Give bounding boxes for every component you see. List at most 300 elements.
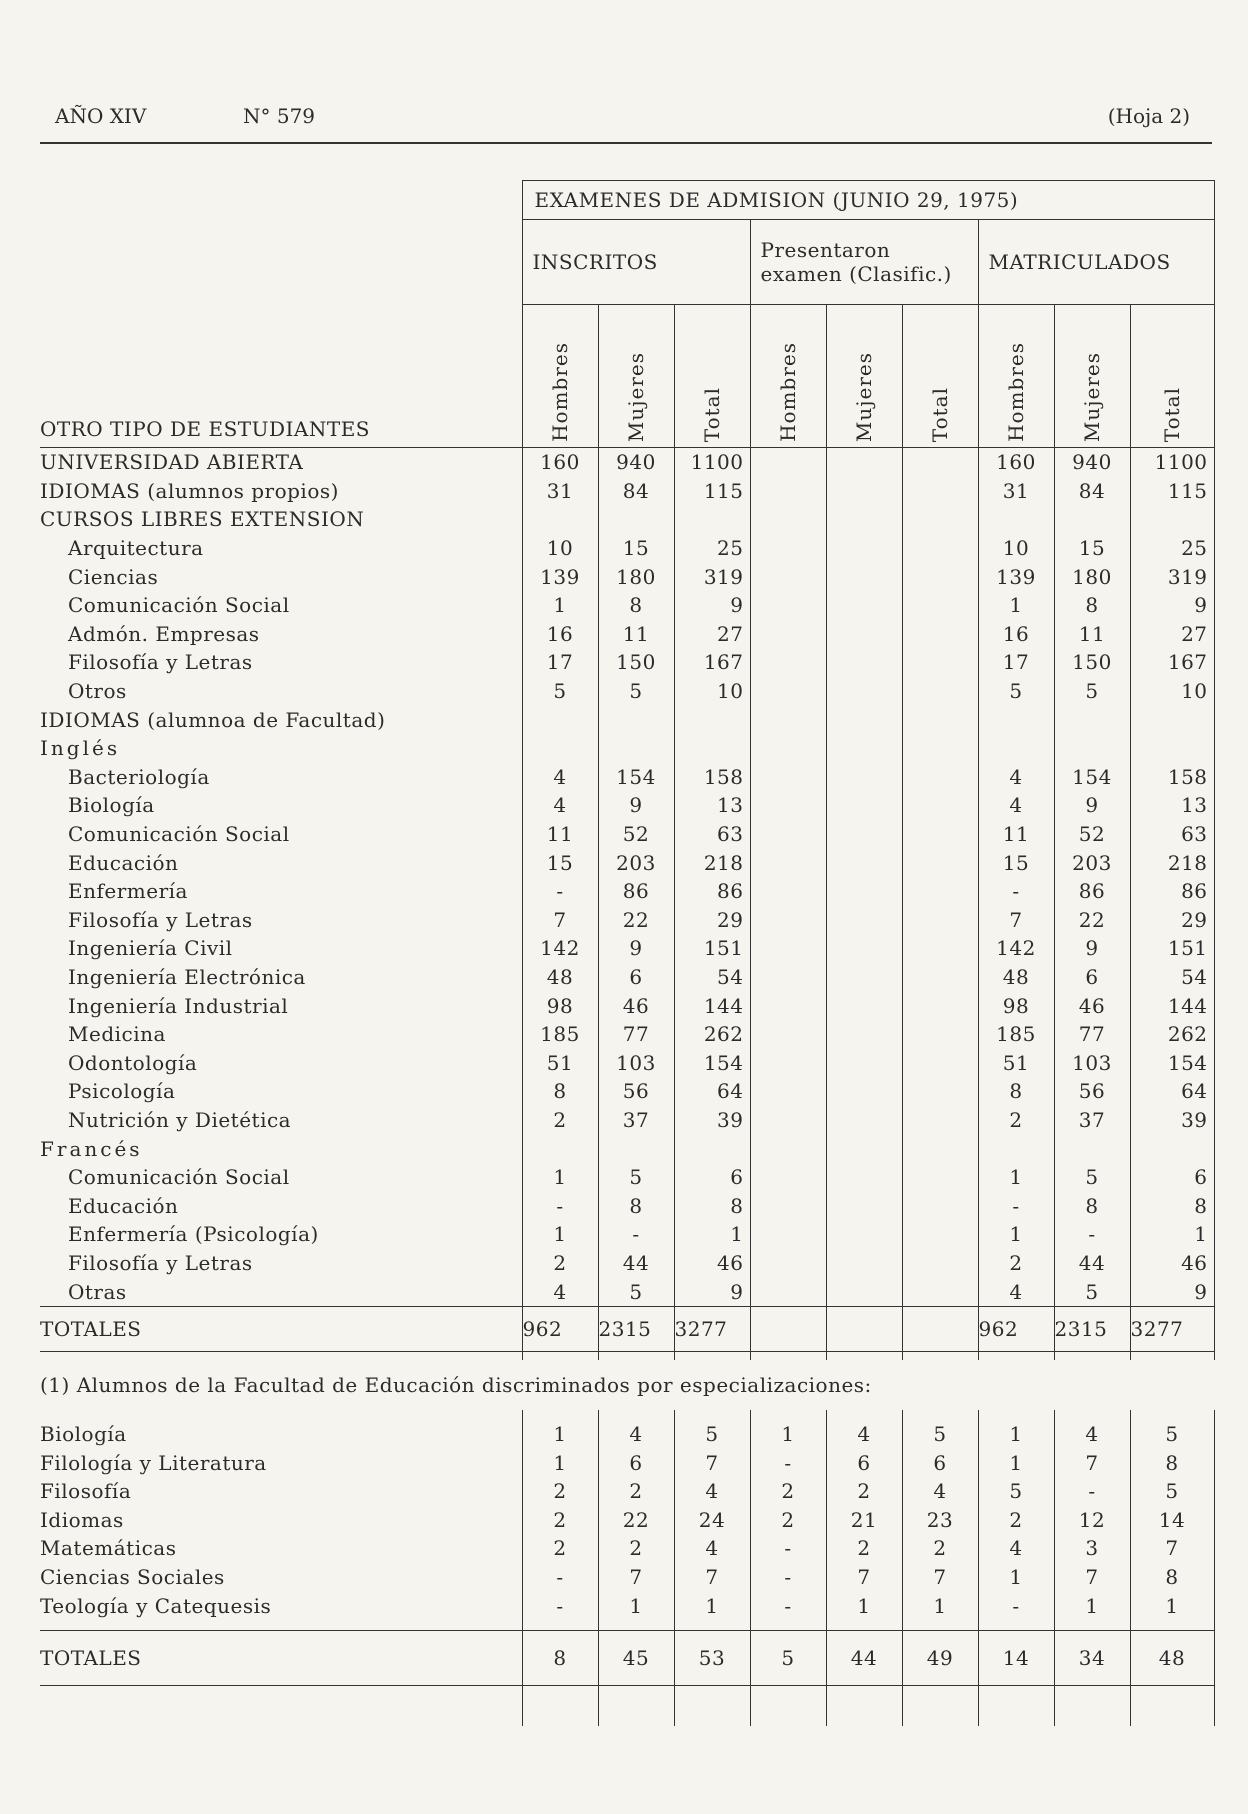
cell-value: 4 <box>826 1420 902 1449</box>
page-header <box>55 104 1190 132</box>
cell-value <box>978 1134 1054 1163</box>
cell-value <box>674 1134 750 1163</box>
cell-value: 5 <box>902 1420 978 1449</box>
cell-value <box>902 906 978 935</box>
cell-value: 1 <box>522 1420 598 1449</box>
cell-value <box>902 763 978 792</box>
cell-value: 39 <box>674 1106 750 1135</box>
cell-value: 4 <box>674 1534 750 1563</box>
table-row <box>40 791 1214 820</box>
group-matriculados: MATRICULADOS <box>978 220 1214 305</box>
cell-value <box>902 705 978 734</box>
cell-value <box>750 820 826 849</box>
cell-value: 940 <box>1054 448 1130 477</box>
cell-value: 2 <box>978 1506 1054 1535</box>
cell-value <box>826 705 902 734</box>
spacer-cell <box>598 1410 674 1420</box>
spacer-cell <box>1054 1620 1130 1631</box>
cell-value: 46 <box>674 1249 750 1278</box>
cell-value: 2 <box>522 1249 598 1278</box>
table-row <box>40 1448 1214 1477</box>
table-row <box>40 677 1214 706</box>
spacer-cell <box>40 1685 522 1726</box>
cell-value <box>750 1191 826 1220</box>
table-row <box>40 1163 1214 1192</box>
subcol-header-label: Hombres <box>776 342 800 442</box>
table-row <box>40 1420 1214 1449</box>
cell-value <box>826 505 902 534</box>
cell-value: 319 <box>1130 562 1214 591</box>
spacer-cell <box>40 1620 522 1631</box>
cell-value: 2 <box>750 1506 826 1535</box>
cell-value: 144 <box>674 991 750 1020</box>
spacer-cell <box>40 1351 522 1360</box>
table-row <box>40 1249 1214 1278</box>
row-label: Arquitectura <box>68 536 204 561</box>
cell-value: - <box>978 877 1054 906</box>
cell-value: 218 <box>1130 848 1214 877</box>
cell-value <box>750 1020 826 1049</box>
cell-value: 8 <box>674 1191 750 1220</box>
cell-value <box>978 505 1054 534</box>
cell-value: 17 <box>522 648 598 677</box>
cell-value: 22 <box>1054 906 1130 935</box>
cell-value: 10 <box>522 534 598 563</box>
cell-value: 53 <box>674 1630 750 1685</box>
cell-value: 77 <box>1054 1020 1130 1049</box>
cell-value: 48 <box>978 963 1054 992</box>
cell-value: 103 <box>598 1048 674 1077</box>
cell-value: 8 <box>1130 1191 1214 1220</box>
table-row <box>40 1220 1214 1249</box>
cell-value <box>902 1020 978 1049</box>
cell-value <box>750 591 826 620</box>
cell-value: 1 <box>750 1420 826 1449</box>
cell-value <box>750 448 826 477</box>
cell-value: 86 <box>674 877 750 906</box>
cell-value: 46 <box>1054 991 1130 1020</box>
cell-value <box>750 648 826 677</box>
cell-value <box>826 763 902 792</box>
cell-value <box>826 1191 902 1220</box>
cell-value: 2 <box>826 1534 902 1563</box>
cell-value: 6 <box>826 1448 902 1477</box>
row-label: Bacteriología <box>68 764 210 789</box>
cell-value: - <box>978 1191 1054 1220</box>
cell-value: 9 <box>598 934 674 963</box>
row-label: Comunicación Social <box>68 822 290 847</box>
cell-value: 14 <box>978 1630 1054 1685</box>
cell-value <box>598 734 674 763</box>
totals-label: TOTALES <box>40 1630 522 1685</box>
cell-value: 5 <box>978 1477 1054 1506</box>
cell-value: 7 <box>522 906 598 935</box>
totals-row <box>40 1306 1214 1351</box>
cell-value: 51 <box>522 1048 598 1077</box>
cell-value: 2 <box>522 1106 598 1135</box>
cell-value <box>750 791 826 820</box>
cell-value <box>750 534 826 563</box>
table-row <box>40 477 1214 506</box>
cell-value: - <box>750 1534 826 1563</box>
cell-value: 51 <box>978 1048 1054 1077</box>
cell-value: 5 <box>1130 1477 1214 1506</box>
table-row <box>40 534 1214 563</box>
subcol-header-label: Mujeres <box>624 351 648 442</box>
subcol-header-label: Hombres <box>1004 342 1028 442</box>
spacer-row <box>40 1351 1214 1360</box>
cell-value: 84 <box>598 477 674 506</box>
row-label: Francés <box>40 1136 143 1161</box>
cell-value: 1100 <box>674 448 750 477</box>
cell-value <box>826 1220 902 1249</box>
cell-value <box>750 963 826 992</box>
cell-value: 8 <box>978 1077 1054 1106</box>
spacer-cell <box>1054 1410 1130 1420</box>
cell-value: 10 <box>674 677 750 706</box>
cell-value <box>598 505 674 534</box>
cell-value: 31 <box>522 477 598 506</box>
cell-value <box>902 734 978 763</box>
spacer-cell <box>978 1410 1054 1420</box>
cell-value: 160 <box>522 448 598 477</box>
cell-value: 203 <box>1054 848 1130 877</box>
cell-value: 7 <box>902 1563 978 1592</box>
cell-value: 1 <box>1054 1591 1130 1620</box>
spacer-cell <box>1130 1410 1214 1420</box>
cell-value <box>902 1048 978 1077</box>
cell-value: 154 <box>1130 1048 1214 1077</box>
cell-value: 15 <box>598 534 674 563</box>
cell-value: 2 <box>902 1534 978 1563</box>
cell-value: 15 <box>978 848 1054 877</box>
cell-value <box>826 734 902 763</box>
cell-value: 27 <box>1130 620 1214 649</box>
admissions-table <box>40 180 1215 1726</box>
cell-value <box>750 763 826 792</box>
cell-value: 5 <box>978 677 1054 706</box>
spacer-cell <box>674 1620 750 1631</box>
cell-value <box>826 1077 902 1106</box>
cell-value: 7 <box>1130 1534 1214 1563</box>
subcol-header <box>750 305 826 448</box>
cell-value: 10 <box>978 534 1054 563</box>
totals-row <box>40 1630 1214 1685</box>
cell-value: 115 <box>674 477 750 506</box>
cell-value <box>750 705 826 734</box>
cell-value: 6 <box>1054 963 1130 992</box>
cell-value: 151 <box>674 934 750 963</box>
cell-value: 2 <box>978 1249 1054 1278</box>
cell-value <box>826 991 902 1020</box>
admissions-table-wrap <box>40 180 1206 1726</box>
row-label: Medicina <box>68 1022 166 1047</box>
cell-value: 37 <box>1054 1106 1130 1135</box>
cell-value: 1100 <box>1130 448 1214 477</box>
cell-value <box>902 848 978 877</box>
spacer-cell <box>902 1351 978 1360</box>
table-row <box>40 963 1214 992</box>
group-presentaron: Presentaron examen (Clasific.) <box>750 220 978 305</box>
cell-value: 14 <box>1130 1506 1214 1535</box>
cell-value: 185 <box>522 1020 598 1049</box>
cell-value: 9 <box>1130 591 1214 620</box>
cell-value <box>902 477 978 506</box>
cell-value: 44 <box>826 1630 902 1685</box>
cell-value: 11 <box>1054 620 1130 649</box>
cell-value: 1 <box>978 591 1054 620</box>
cell-value <box>750 1048 826 1077</box>
row-heading: OTRO TIPO DE ESTUDIANTES <box>40 181 522 448</box>
cell-value: 11 <box>522 820 598 849</box>
subcol-header <box>978 305 1054 448</box>
spacer-cell <box>598 1685 674 1726</box>
cell-value: 4 <box>978 1534 1054 1563</box>
row-label: CURSOS LIBRES EXTENSION <box>40 507 365 532</box>
cell-value: 86 <box>1054 877 1130 906</box>
cell-value: 4 <box>902 1477 978 1506</box>
cell-value: 56 <box>598 1077 674 1106</box>
spacer-cell <box>598 1351 674 1360</box>
cell-value: 8 <box>1054 591 1130 620</box>
cell-value: 154 <box>674 1048 750 1077</box>
cell-value <box>1130 1134 1214 1163</box>
cell-value: 962 <box>978 1306 1054 1351</box>
cell-value: 6 <box>598 1448 674 1477</box>
table-row <box>40 1077 1214 1106</box>
row-label: Enfermería <box>68 879 188 904</box>
cell-value: 23 <box>902 1506 978 1535</box>
cell-value <box>902 791 978 820</box>
cell-value <box>750 1306 826 1351</box>
cell-value: 1 <box>1130 1220 1214 1249</box>
cell-value: 139 <box>522 562 598 591</box>
row-label: Nutrición y Dietética <box>68 1107 292 1132</box>
cell-value <box>750 1163 826 1192</box>
cell-value: 1 <box>978 1163 1054 1192</box>
cell-value: 8 <box>522 1630 598 1685</box>
row-label: Otras <box>68 1279 127 1304</box>
cell-value <box>826 677 902 706</box>
cell-value: - <box>522 1191 598 1220</box>
cell-value: - <box>598 1220 674 1249</box>
cell-value: 158 <box>674 763 750 792</box>
cell-value: 2 <box>978 1106 1054 1135</box>
cell-value: 9 <box>1054 791 1130 820</box>
cell-value: 21 <box>826 1506 902 1535</box>
table-row <box>40 906 1214 935</box>
spacer-cell <box>826 1620 902 1631</box>
cell-value: 185 <box>978 1020 1054 1049</box>
cell-value: 2 <box>522 1506 598 1535</box>
spacer-cell <box>826 1351 902 1360</box>
cell-value: 5 <box>1054 1277 1130 1306</box>
row-label: Educación <box>68 1193 179 1218</box>
cell-value <box>522 705 598 734</box>
row-label: Filosofía y Letras <box>68 1250 253 1275</box>
table-row <box>40 877 1214 906</box>
cell-value: 7 <box>1054 1563 1130 1592</box>
cell-value: 1 <box>978 1420 1054 1449</box>
cell-value <box>1054 1134 1130 1163</box>
cell-value: 2 <box>522 1534 598 1563</box>
cell-value: 154 <box>1054 763 1130 792</box>
cell-value <box>902 1106 978 1135</box>
cell-value <box>902 934 978 963</box>
cell-value: 158 <box>1130 763 1214 792</box>
cell-value <box>1130 734 1214 763</box>
cell-value: 2 <box>826 1477 902 1506</box>
cell-value <box>826 562 902 591</box>
spacer-cell <box>1054 1685 1130 1726</box>
cell-value: 2315 <box>598 1306 674 1351</box>
cell-value: 5 <box>750 1630 826 1685</box>
cell-value: 39 <box>1130 1106 1214 1135</box>
row-label: Idiomas <box>40 1507 124 1532</box>
row-label: Odontología <box>68 1050 198 1075</box>
cell-value <box>1054 734 1130 763</box>
table-row <box>40 1020 1214 1049</box>
spacer-cell <box>750 1685 826 1726</box>
cell-value: 52 <box>598 820 674 849</box>
row-label: UNIVERSIDAD ABIERTA <box>40 450 304 475</box>
cell-value: 9 <box>1130 1277 1214 1306</box>
cell-value: 1 <box>978 1448 1054 1477</box>
spacer-cell <box>1054 1351 1130 1360</box>
cell-value: 142 <box>978 934 1054 963</box>
row-label: Ingeniería Electrónica <box>68 964 306 989</box>
cell-value: 25 <box>1130 534 1214 563</box>
cell-value <box>902 562 978 591</box>
table-row <box>40 1591 1214 1620</box>
cell-value <box>902 1191 978 1220</box>
cell-value: 1 <box>1130 1591 1214 1620</box>
cell-value: - <box>978 1591 1054 1620</box>
spacer-cell <box>522 1410 598 1420</box>
table-row <box>40 1106 1214 1135</box>
spacer-cell <box>978 1685 1054 1726</box>
cell-value: 9 <box>1054 934 1130 963</box>
cell-value <box>750 1106 826 1135</box>
row-label: Comunicación Social <box>68 1165 290 1190</box>
cell-value <box>750 848 826 877</box>
cell-value: 4 <box>978 1277 1054 1306</box>
cell-value: 6 <box>674 1163 750 1192</box>
cell-value: 29 <box>674 906 750 935</box>
header-rule <box>40 142 1212 144</box>
cell-value: 31 <box>978 477 1054 506</box>
spacer-row <box>40 1620 1214 1631</box>
cell-value <box>598 1134 674 1163</box>
cell-value: 7 <box>978 906 1054 935</box>
cell-value <box>522 1134 598 1163</box>
spacer-cell <box>978 1351 1054 1360</box>
spacer-cell <box>1130 1351 1214 1360</box>
cell-value: 29 <box>1130 906 1214 935</box>
cell-value: 7 <box>674 1563 750 1592</box>
cell-value <box>902 620 978 649</box>
cell-value <box>826 1306 902 1351</box>
cell-value: 44 <box>598 1249 674 1278</box>
cell-value <box>1054 705 1130 734</box>
cell-value <box>598 705 674 734</box>
cell-value: 48 <box>522 963 598 992</box>
table-row <box>40 448 1214 477</box>
spacer-cell <box>750 1351 826 1360</box>
cell-value <box>826 791 902 820</box>
footnote-row <box>40 1360 1214 1410</box>
cell-value: 4 <box>598 1420 674 1449</box>
row-label: Biología <box>68 793 155 818</box>
row-label: Ingeniería Civil <box>68 936 233 961</box>
cell-value: 8 <box>1054 1191 1130 1220</box>
spacer-cell <box>1130 1620 1214 1631</box>
cell-value: - <box>522 877 598 906</box>
totals-label: TOTALES <box>40 1306 522 1351</box>
row-label: Teología y Catequesis <box>40 1593 272 1618</box>
cell-value: 17 <box>978 648 1054 677</box>
cell-value <box>674 705 750 734</box>
cell-value <box>902 963 978 992</box>
cell-value: - <box>750 1591 826 1620</box>
cell-value: 4 <box>978 763 1054 792</box>
spacer-cell <box>522 1351 598 1360</box>
cell-value <box>750 620 826 649</box>
subcol-header-label: Total <box>928 386 952 442</box>
cell-value: 77 <box>598 1020 674 1049</box>
cell-value: 86 <box>1130 877 1214 906</box>
subcol-header <box>902 305 978 448</box>
cell-value <box>750 934 826 963</box>
cell-value: 5 <box>598 1163 674 1192</box>
cell-value <box>1130 505 1214 534</box>
cell-value <box>902 1134 978 1163</box>
cell-value <box>522 734 598 763</box>
cell-value: 5 <box>674 1420 750 1449</box>
cell-value: 5 <box>522 677 598 706</box>
cell-value <box>750 991 826 1020</box>
cell-value: 7 <box>674 1448 750 1477</box>
cell-value <box>750 505 826 534</box>
table-row <box>40 648 1214 677</box>
cell-value: 13 <box>1130 791 1214 820</box>
cell-value: 56 <box>1054 1077 1130 1106</box>
cell-value: 218 <box>674 848 750 877</box>
cell-value: 15 <box>522 848 598 877</box>
cell-value: 262 <box>674 1020 750 1049</box>
cell-value: 144 <box>1130 991 1214 1020</box>
table-row <box>40 991 1214 1020</box>
cell-value <box>978 734 1054 763</box>
table-row <box>40 1506 1214 1535</box>
cell-value <box>826 820 902 849</box>
cell-value: 2 <box>598 1477 674 1506</box>
group-inscritos: INSCRITOS <box>522 220 750 305</box>
cell-value <box>750 877 826 906</box>
cell-value: 2 <box>522 1477 598 1506</box>
cell-value: 167 <box>1130 648 1214 677</box>
spacer-cell <box>902 1620 978 1631</box>
spacer-row <box>40 1410 1214 1420</box>
cell-value: 5 <box>1130 1420 1214 1449</box>
cell-value <box>522 505 598 534</box>
cell-value: 22 <box>598 1506 674 1535</box>
cell-value: 940 <box>598 448 674 477</box>
spacer-cell <box>902 1685 978 1726</box>
row-label: Ciencias <box>68 564 159 589</box>
cell-value: 5 <box>598 677 674 706</box>
cell-value <box>750 1249 826 1278</box>
